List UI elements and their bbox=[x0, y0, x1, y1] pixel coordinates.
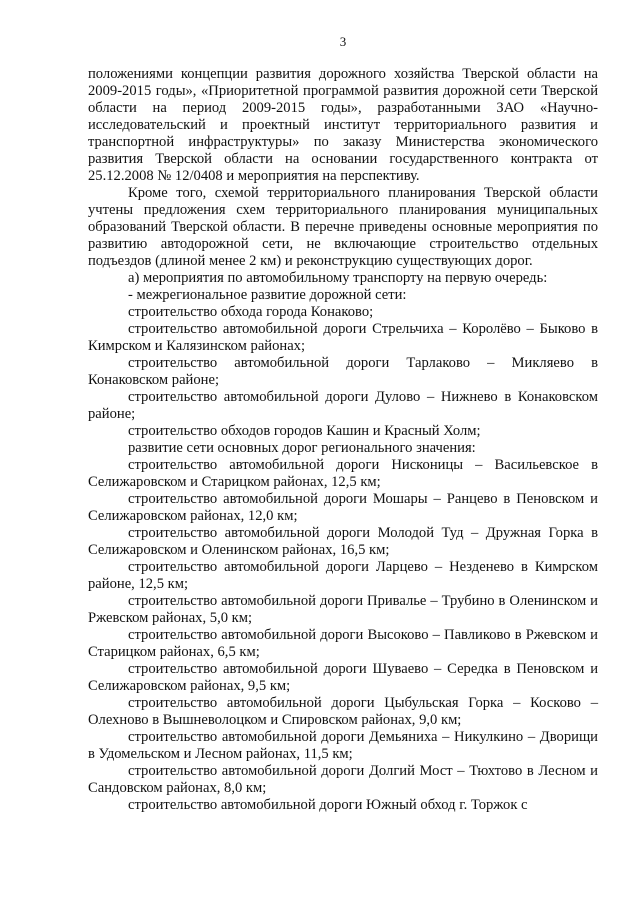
list-item: строительство обхода города Конаково; bbox=[128, 304, 374, 320]
list-item: строительство автомобильной дороги Тарлаково – Микляево в Конаковском районе; bbox=[88, 355, 598, 388]
list-item: строительство обходов городов Кашин и Красный Холм; bbox=[128, 423, 481, 439]
list-item: строительство автомобильной дороги Нисконицы – Васильевское в Селижаровском и Старицком районах, 12,5 км; bbox=[88, 457, 598, 490]
list-subheading-regional: развитие сети основных дорог регионального значения: bbox=[128, 440, 476, 456]
paragraph-concept-continuation: положениями концепции развития дорожного хозяйства Тверской области на 2009-2015 годы», «Приоритетной программой развития дорожной сети Тверской области на период 2009-2015 годы», разработанными ЗАО «Научно-исследовательский и проектный институт территориального развития и транспортной инфраструктуры» по заказу Министерства экономического развития Тверской области на основании государственного контракта от 25.12.2008 № 12/0408 и мероприятия на перспективу. bbox=[88, 66, 598, 184]
list-subheading-interregional: - межрегиональное развитие дорожной сети: bbox=[128, 287, 407, 303]
list-item: строительство автомобильной дороги Высоково – Павликово в Ржевском и Старицком районах, 6,5 км; bbox=[88, 627, 598, 660]
paragraph-municipal-schemes: Кроме того, схемой территориального планирования Тверской области учтены предложения схем территориального планирования муниципальных образований Тверской области. В перечне приведены основные мероприятия по развитию автодорожной сети, не включающие строительство отдельных подъездов (длиной менее 2 км) и реконструкцию существующих дорог. bbox=[88, 185, 598, 269]
list-item: строительство автомобильной дороги Цыбульская Горка – Косково – Олехново в Вышневолоцком и Спировском районах, 9,0 км; bbox=[88, 695, 598, 728]
list-item: строительство автомобильной дороги Привалье – Трубино в Оленинском и Ржевском районах, 5,0 км; bbox=[88, 593, 598, 626]
list-heading-first-stage: а) мероприятия по автомобильному транспорту на первую очередь: bbox=[128, 270, 548, 286]
list-item: строительство автомобильной дороги Молодой Туд – Дружная Горка в Селижаровском и Оленинском районах, 16,5 км; bbox=[88, 525, 598, 558]
list-item-continued: строительство автомобильной дороги Южный обход г. Торжок с bbox=[128, 797, 528, 813]
page-number: 3 bbox=[339, 34, 347, 49]
list-item: строительство автомобильной дороги Шуваево – Середка в Пеновском и Селижаровском районах, 9,5 км; bbox=[88, 661, 598, 694]
document-page bbox=[88, 34, 598, 814]
list-item: строительство автомобильной дороги Ларцево – Незденево в Кимрском районе, 12,5 км; bbox=[88, 559, 598, 592]
list-item: строительство автомобильной дороги Дулово – Нижнево в Конаковском районе; bbox=[88, 389, 598, 422]
list-item: строительство автомобильной дороги Долгий Мост – Тюхтово в Лесном и Сандовском районах, 8,0 км; bbox=[88, 763, 598, 796]
list-item: строительство автомобильной дороги Демьяниха – Никулкино – Дворищи в Удомельском и Лесном районах, 11,5 км; bbox=[88, 729, 598, 762]
list-item: строительство автомобильной дороги Мошары – Ранцево в Пеновском и Селижаровском районах, 12,0 км; bbox=[88, 491, 598, 524]
list-item: строительство автомобильной дороги Стрельчиха – Королёво – Быково в Кимрском и Калязинском районах; bbox=[88, 321, 598, 354]
